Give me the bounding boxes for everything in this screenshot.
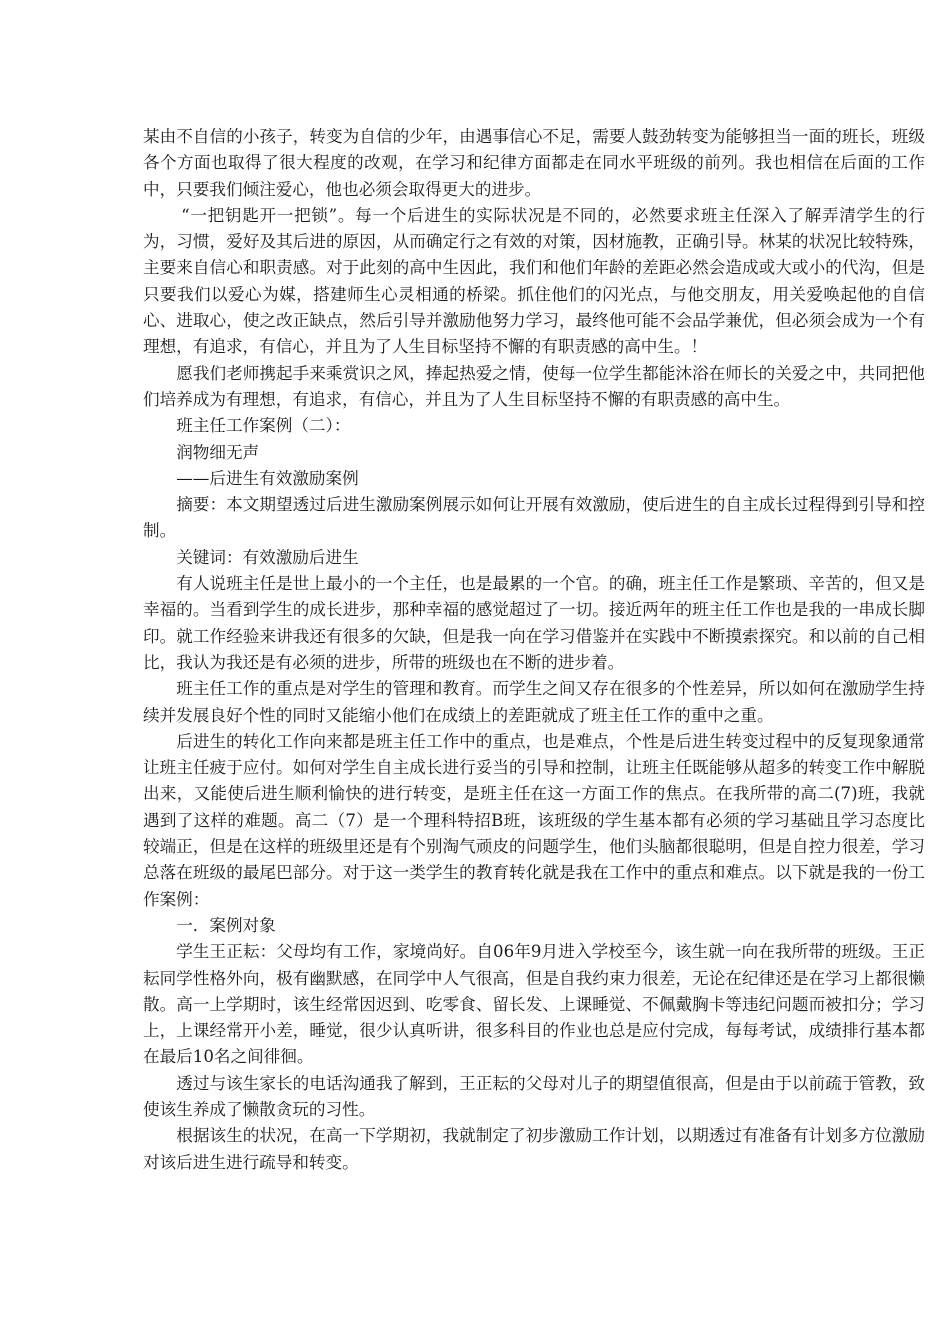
document-page: [143, 124, 925, 1176]
paragraph-plan: 根据该生的状况，在高一下学期初，我就制定了初步激励工作计划，以期透过有准备有计划多方位激励对该后进生进行疏导和转变。: [143, 1126, 925, 1172]
paragraph-student: 学生王正耘：父母均有工作，家境尚好。自06年9月进入学校至今，该生就一向在我所带的班级。王正耘同学性格外向，极有幽默感，在同学中人气很高，但是自我约束力很差，无论在纪律还是在学习上都很懒散。高一上学期时，该生经常因迟到、吃零食、留长发、上课睡觉、不佩戴胸卡等违纪问题而被扣分；学习上，上课经常开小差，睡觉，很少认真听讲，很多科目的作业也总是应付完成，每每考试，成绩排行基本都在最后10名之间徘徊。: [143, 942, 925, 1067]
section-heading: 班主任工作案例（二）：: [176, 416, 351, 436]
paragraph-key-lock: “一把钥匙开一把锁”。每一个后进生的实际状况是不同的，必然要求班主任深入了解弄清学生的行为，习惯，爱好及其后进的原因，从而确定行之有效的对策，因材施教，正确引导。林某的状况比较特殊，主要来自信心和职责感。对于此刻的高中生因此，我们和他们年龄的差距必然会造成或大或小的代沟，但是只要我们以爱心为媒，搭建师生心灵相通的桥梁。抓住他们的闪光点，与他交朋友，用关爱唤起他的自信心、进取心，使之改正缺点，然后引导并激励他努力学习，最终他可能不会品学兼优，但必须会成为一个有理想，有追求，有信心，并且为了人生目标坚持不懈的有职责感的高中生。！: [143, 205, 925, 357]
paragraph-conversion: 后进生的转化工作向来都是班主任工作中的重点，也是难点，个性是后进生转变过程中的反复现象通常让班主任疲于应付。如何对学生自主成长进行妥当的引导和控制，让班主任既能够从超多的转变工作中解脱出来，又能使后进生顺利愉快的进行转变，是班主任在这一方面工作的焦点。在我所带的高二(7)班，我就遇到了这样的难题。高二（7）是一个理科特招B班，该班级的学生基本都有必须的学习基础且学习态度比较端正，但是在这样的班级里还是有个别淘气顽皮的问题学生，他们头脑都很聪明，但是自控力很差，学习总落在班级的最尾巴部分。对于这一类学生的教育转化就是我在工作中的重点和难点。以下就是我的一份工作案例：: [143, 731, 925, 909]
case-object-heading: 一．案例对象: [176, 915, 276, 935]
case-title: 润物细无声: [176, 442, 260, 462]
paragraph-continuation: 某由不自信的小孩子，转变为自信的少年，由遇事信心不足，需要人鼓劲转变为能够担当一面的班长，班级各个方面也取得了很大程度的改观，在学习和纪律方面都走在同水平班级的前列。我也相信在后面的工作中，只要我们倾注爱心，他也必须会取得更大的进步。: [143, 127, 925, 199]
paragraph-intro: 有人说班主任是世上最小的一个主任，也是最累的一个官。的确，班主任工作是繁琐、辛苦的，但又是幸福的。当看到学生的成长进步，那种幸福的感觉超过了一切。接近两年的班主任工作也是我的一串成长脚印。就工作经验来讲我还有很多的欠缺，但是我一向在学习借鉴并在实践中不断摸索探究。和以前的自己相比，我认为我还是有必须的进步，所带的班级也在不断的进步着。: [143, 574, 925, 672]
case-subtitle: ——后进生有效激励案例: [176, 468, 359, 488]
abstract: 摘要：本文期望透过后进生激励案例展示如何让开展有效激励，使后进生的自主成长过程得到引导和控制。: [143, 495, 925, 541]
paragraph-parents: 透过与该生家长的电话沟通我了解到，王正耘的父母对儿子的期望值很高，但是由于以前疏于管教，致使该生养成了懒散贪玩的习性。: [143, 1073, 925, 1119]
paragraph-focus: 班主任工作的重点是对学生的管理和教育。而学生之间又存在很多的个性差异，所以如何在激励学生持续并发展良好个性的同时又能缩小他们在成绩上的差距就成了班主任工作的重中之重。: [143, 679, 925, 725]
paragraph-wish: 愿我们老师携起手来乘赏识之风，捧起热爱之情，使每一位学生都能沐浴在师长的关爱之中，共同把他们培养成为有理想，有追求，有信心，并且为了人生目标坚持不懈的有职责感的高中生。: [143, 363, 925, 409]
keywords: 关键词：有效激励后进生: [176, 547, 359, 567]
